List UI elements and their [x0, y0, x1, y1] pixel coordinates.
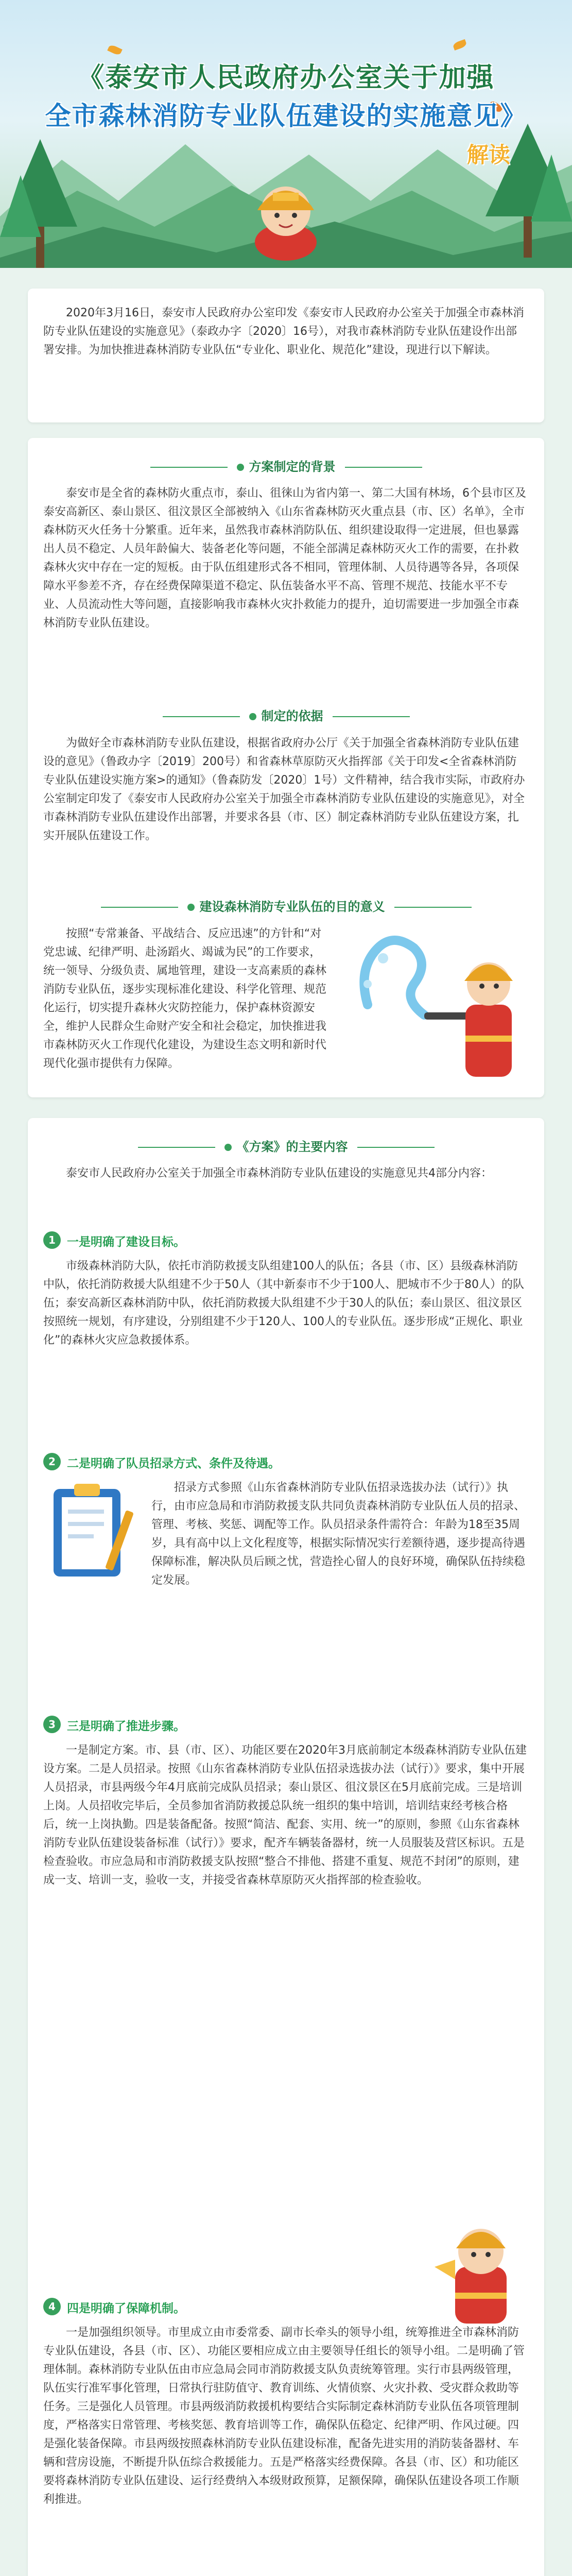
- intro-paragraph: 2020年3月16日，泰安市人民政府办公室印发《泰安市人民政府办公室关于加强全市森林消防专业队伍建设的实施意见》（泰政办字〔2020〕16号），对我市森林消防专业队伍建设作出部署安排。为加快推进森林消防专业队伍“专业化、职业化、规范化”建设，现进行以下解读。: [43, 307, 524, 357]
- page-title-subtitle: 解读: [466, 142, 510, 167]
- section-title-significance: 建设森林消防专业队伍的目的意义: [199, 900, 385, 914]
- section-heading: [28, 896, 544, 914]
- divider: [333, 716, 410, 717]
- bullet-dot-icon: [224, 1144, 232, 1151]
- section-title-background: 方案制定的背景: [249, 460, 336, 474]
- part-number-badge: 3: [43, 1716, 61, 1733]
- divider: [150, 467, 228, 468]
- part-title: 三是明确了推进步骤。: [67, 1720, 185, 1733]
- bullet-dot-icon: [237, 464, 244, 471]
- part-text: 一是制定方案。市、县（市、区）、功能区要在2020年3月底前制定本级森林消防专业队伍建设方案。二是人员招录。按照《山东省森林消防专业队伍招录选拔办法（试行）》要求，集中开展人员招录，市县两级今年4月底前完成队员招录；泰山景区、徂汶景区在5月底前完成。三是培训上岗。人员招收完毕后，全员参加省消防救援总队统一组织的集中培训，培训结束经考核合格后，统一上岗执勤。四是装备配备。按照“简洁、配套、实用、统一”的原则，参照《山东省森林消防专业队伍建设装备标准（试行）》要求，配齐车辆装备器材，统一人员服装及营区标识。五是检查验收。市应急局和市消防救援支队按照“整合不排他、搭建不重复、规范不封闭”的原则，建成一支、培训一支，验收一支，并接受省森林草原防灭火指挥部的检查验收。: [43, 1744, 527, 1887]
- part-text: 一是加强组织领导。市里成立由市委常委、副市长牵头的领导小组，统筹推进全市森林消防专业队伍建设，各县（市、区）、功能区要相应成立由主要领导任组长的领导小组。二是明确了管理体制。森林消防专业队伍由市应急局会同市消防救援支队负责统筹管理。实行市县两级管理，队伍实行准军事化管理，日常执行驻防值守、教育训练、火情侦察、火灾扑救、受灾群众救助等任务。三是强化人员管理。市县两级消防救援机构要结合实际制定森林消防专业队伍各项管理制度，严格落实日常管理、考核奖惩、教育培训等工作，确保队伍稳定、纪律严明、作风过硬。四是强化装备保障。市县两级按照森林消防专业队伍建设标准，配备先进实用的消防装备器材、车辆和营房设施，不断提升队伍综合救援能力。五是严格落实经费保障。各县（市、区）和功能区要将森林消防专业队伍建设、运行经费纳入本级财政预算，足额保障，确保队伍建设各项工作顺利推进。: [43, 2326, 525, 2506]
- leaf-icon: [452, 39, 467, 50]
- divider: [357, 1147, 435, 1148]
- clipboard-illustration: [43, 1479, 141, 1582]
- bullet-dot-icon: [249, 713, 256, 720]
- divider: [163, 716, 240, 717]
- firefighter-hose-illustration: [347, 917, 532, 1087]
- page-title-line2: 全市森林消防专业队伍建设的实施意见》: [45, 101, 527, 131]
- part-number-badge: 1: [43, 1231, 61, 1249]
- divider: [138, 1147, 215, 1148]
- leaf-icon: [107, 44, 122, 56]
- part-number-badge: 4: [43, 2298, 61, 2315]
- part-title: 二是明确了队员招录方式、条件及待遇。: [67, 1457, 280, 1470]
- divider: [345, 467, 422, 468]
- header-banner: [0, 0, 572, 268]
- part-text: 市级森林消防大队，依托市消防救援支队组建100人的队伍；各县（市、区）县级森林消防中队，依托消防救援大队组建不少于50人（其中新泰市不少于100人、肥城市不少于80人）的队伍；泰安高新区森林消防中队，依托消防救援大队组建不少于30人的队伍；泰山景区、徂汶景区按照统一规划，有序建设，分别组建不少于120人、100人的专业队伍。逐步形成“正规化、职业化”的森林火灾应急救援体系。: [43, 1260, 524, 1347]
- divider: [101, 907, 178, 908]
- part-text: 招录方式参照《山东省森林消防专业队伍招录选拔办法（试行）》执行，由市应急局和市消防救援支队共同负责森林消防专业队伍人员的招录、管理、考核、奖惩、调配等工作。队员招录条件需符合：年龄为18至35周岁，具有高中以上文化程度等，根据实际情况实行差额待遇，逐步提高待遇保障标准，解决队员后顾之忧，营造拴心留人的良好环境，确保队伍持续稳定发展。: [151, 1481, 526, 1587]
- basis-paragraph: 为做好全市森林消防专业队伍建设，根据省政府办公厅《关于加强全省森林消防专业队伍建设的意见》（鲁政办字〔2019〕200号）和省森林草原防灭火指挥部《关于印发<全省森林消防专业队伍建设实施方案>的通知》（鲁森防发〔2020〕1号）文件精神，结合我市实际，市政府办公室制定印发了《泰安市人民政府办公室关于加强全市森林消防专业队伍建设的实施意见》，对全市森林消防专业队伍建设作出部署，并要求各县（市、区）制定森林消防专业队伍建设方案，扎实开展队伍建设工作。: [43, 737, 525, 842]
- background-card: [28, 438, 544, 1097]
- section-title-main: 《方案》的主要内容: [236, 1140, 348, 1154]
- page-title-line1: 《泰安市人民政府办公室关于加强: [77, 62, 495, 93]
- firefighter-mascot-icon: [237, 165, 335, 263]
- section-heading: [28, 706, 544, 724]
- part-number-badge: 2: [43, 1453, 61, 1470]
- main-intro-paragraph: 泰安市人民政府办公室关于加强全市森林消防专业队伍建设的实施意见共4部分内容：: [66, 1167, 492, 1180]
- part-title: 四是明确了保障机制。: [67, 2302, 185, 2315]
- left-tree-icon: [0, 134, 82, 268]
- bullet-dot-icon: [187, 904, 195, 911]
- divider: [394, 907, 472, 908]
- intro-card: [28, 289, 544, 422]
- section-heading: [28, 456, 544, 474]
- firefighter-megaphone-illustration: [429, 2210, 532, 2329]
- significance-paragraph: 按照“专常兼备、平战结合、反应迅速”的方针和“对党忠诚、纪律严明、赴汤蹈火、竭诚为民”的工作要求，统一领导、分级负责、属地管理，建设一支高素质的森林消防专业队伍，逐步实现标准化建设、科学化管理、规范化运行，切实提升森林火灾防控能力，保护森林资源安全，维护人民群众生命财产安全和社会稳定，加快推进我市森林防灭火工作现代化建设，为建设生态文明和新时代现代化强市提供有力保障。: [43, 927, 327, 1070]
- section-title-basis: 制定的依据: [261, 709, 323, 723]
- main-content-card: [28, 1118, 544, 2576]
- section-heading: [28, 1137, 544, 1155]
- part-title: 一是明确了建设目标。: [67, 1235, 185, 1249]
- background-paragraph: 泰安市是全省的森林防火重点市，泰山、徂徕山为省内第一、第二大国有林场，6个县市区及泰安高新区、泰山景区、徂汶景区全部被纳入《山东省森林防灭火重点县（市、区）名单》，全市森林防灭火任务十分繁重。近年来，虽然我市森林消防队伍、组织建设取得一定进展，但也暴露出人员不稳定、人员年龄偏大、装备老化等问题，不能全部满足森林防灭火工作的需要，在扑救森林火灾中存在一定的短板。由于队伍组建形式各不相同，管理体制、人员待遇等各异，各项保障水平参差不齐，存在经费保障渠道不稳定、队伍装备水平不高、管理不规范、技能水平不专业、人员流动性大等问题，直接影响我市森林火灾扑救能力的提升，迫切需要进一步加强全市森林消防专业队伍建设。: [43, 487, 527, 630]
